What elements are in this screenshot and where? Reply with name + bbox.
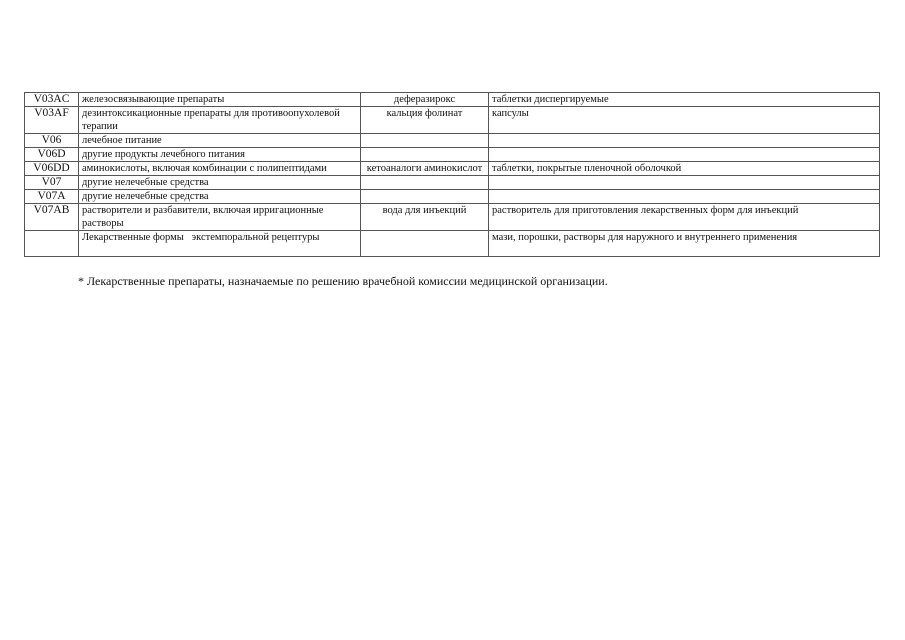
atc-code-cell: V07AB (25, 204, 79, 231)
inn-cell (361, 148, 489, 162)
atc-code-cell: V07 (25, 176, 79, 190)
dosage-form-cell (489, 176, 880, 190)
table-row (25, 93, 880, 107)
inn-cell: кетоаналоги аминокислот (361, 162, 489, 176)
group-cell: растворители и разбавители, включая ирригационные растворы (79, 204, 361, 231)
footnote: * Лекарственные препараты, назначаемые по решению врачебной комиссии медицинской организации. (78, 274, 608, 288)
atc-code-cell: V06 (25, 134, 79, 148)
atc-code-cell: V03AC (25, 93, 79, 107)
atc-code-cell (25, 231, 79, 257)
table-row (25, 176, 880, 190)
inn-cell: кальция фолинат (361, 107, 489, 134)
group-cell: другие нелечебные средства (79, 176, 361, 190)
dosage-form-cell (489, 148, 880, 162)
table-row (25, 231, 880, 257)
dosage-form-cell (489, 190, 880, 204)
atc-code-cell: V07A (25, 190, 79, 204)
group-cell: лечебное питание (79, 134, 361, 148)
group-cell: аминокислоты, включая комбинации с полипептидами (79, 162, 361, 176)
table-row (25, 190, 880, 204)
table-row (25, 148, 880, 162)
dosage-form-cell: таблетки, покрытые пленочной оболочкой (489, 162, 880, 176)
atc-code-cell: V06D (25, 148, 79, 162)
inn-cell (361, 231, 489, 257)
dosage-form-cell (489, 134, 880, 148)
table-row (25, 204, 880, 231)
group-cell: дезинтоксикационные препараты для противоопухолевой терапии (79, 107, 361, 134)
inn-cell: деферазирокс (361, 93, 489, 107)
inn-cell (361, 190, 489, 204)
group-cell: железосвязывающие препараты (79, 93, 361, 107)
dosage-form-cell: растворитель для приготовления лекарственных форм для инъекций (489, 204, 880, 231)
inn-cell (361, 134, 489, 148)
table-row (25, 134, 880, 148)
inn-cell (361, 176, 489, 190)
drug-list-table (24, 92, 880, 257)
inn-cell: вода для инъекций (361, 204, 489, 231)
table-row (25, 162, 880, 176)
group-cell: Лекарственные формы экстемпоральной рецептуры (79, 231, 361, 257)
dosage-form-cell: мази, порошки, растворы для наружного и внутреннего применения (489, 231, 880, 257)
group-cell: другие нелечебные средства (79, 190, 361, 204)
dosage-form-cell: таблетки диспергируемые (489, 93, 880, 107)
atc-code-cell: V06DD (25, 162, 79, 176)
table-row (25, 107, 880, 134)
dosage-form-cell: капсулы (489, 107, 880, 134)
group-cell: другие продукты лечебного питания (79, 148, 361, 162)
atc-code-cell: V03AF (25, 107, 79, 134)
